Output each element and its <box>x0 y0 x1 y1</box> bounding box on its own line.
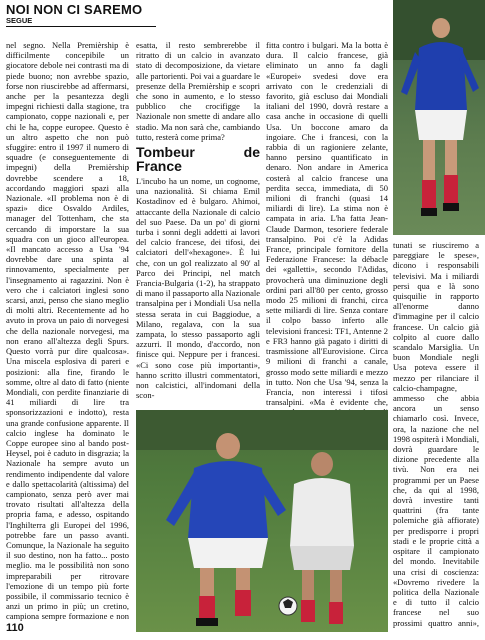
article-column-2 <box>136 40 260 406</box>
article-subhead: Tombeur de France <box>136 144 260 175</box>
page-number: 110 <box>6 622 24 634</box>
photo-player-running <box>393 0 485 235</box>
column-4-text: tunati se riusciremo a pareggiare le spese», dicono i responsabili televisivi. Ma i miliardi persi qua e là sono quisquilie in rapporto all'enorme danno d'immagine per il calcio francese. Un calcio già colpito al cuore dallo scandalo Marsiglia. Un buon Mondiale negli Usa poteva essere il mezzo per rilanciare il calcio-champagne, ammesso che abbia ancora un senso chiamarlo così. Invece, ora, la nazione che nel 1998 ospiterà i Mondiali, dovrà guardare le dizione precedente alla tivù. Non era nei programmi per un Paese che, da qui al 1998, dovrà investire tanti quattrini (fra tante polemiche già affiorate) per predisporre i propri stadi e le proprie città a ospitare il campionato del mondo. Inevitabile una crisi di coscienza: «Dovremo rivedere la politica della Nazionale e di tutto il calcio francese nel suo prossimi quattro anni», <box>393 240 479 628</box>
column-3-text: fitta contro i bulgari. Ma la botta è dura. Il calcio francese, già eliminato un anno fa dagli «Europei» svedesi dove era arrivato con le credenziali di favorito, già escluso dai Mondiali italiani del 1990, dovrà restare a casa anche in occasione di quelli Usa. Un boccone amaro da ingoiare. Che i francesi, con la rabbia di un ragioniere zelante, hanno persino quantificato in denaro. Non andare in America costerà al calcio francese una perdita secca, immediata, di 50 milioni di franchi (quasi 14 miliardi di lire). La stima non è campata in aria. L'ha fatta Jean-Claude Darmon, tesoriere federale transalpino. Poi c'è la Adidas France, principale fornitore della Federazione Francese: la débacle dei «galletti», secondo l'Adidas, provocherà una diminuzione degli ordini pari all'80 per cento, grosso modo 25 milioni di franchi, circa sette miliardi di lire. Senza contare il colpo basso inferto alle televisioni francesi: TF1, Antenne 2 e FR3 hanno già pagato i diritti di trasmissione all'Eurovisione. Circa 9 milioni di franchi a canale, grosso modo sette miliardi e mezzo in tutto. Non che Usa '94, senza la Francia, non interessi i tifosi transalpini. «Ma è evidente che, <box>266 40 388 408</box>
section-header <box>6 3 156 27</box>
column-2-body: L'incubo ha un nome, un cognome, una nazionalità. Si chiama Emil Kostadinov ed è bulgaro. Ahimoi, attaccante della Nazionale di calcio del suo Paese. Da un po' di giorni turba i sonni degli addetti ai lavori del calcio francese, dei tifosi, dei calciatori dell'«hexagone». È lui che, con un gol realizzato al 90' al Parco dei Principi, nel match Francia-Bulgaria (1-2), ha strappato di mano il passaporto alla Nazionale transalpina per i Mondiali Usa nella stessa serata in cui Baggiodue, a Milano, regalava, con la sua zampata, lo stesso passaporto agli azzurri. Il mondo, d'accordo, non finisce qui. Neppure per i francesi. «Ci sono cose più importanti», hanno scritto illustri commentatori, non calcistici, all'indomani della scon- <box>136 176 260 401</box>
article-column-4 <box>393 240 479 628</box>
article-column-1 <box>6 40 129 623</box>
column-2-text: esatta, il resto sembrerebbe il ritratto di un calcio in avanzato stato di decomposizione, da vietare alle partorienti. Poi vai a guardare le presenze della Premièrship e scopri che sono in aumento, e lo stesso pubblico che crocifigge la Nazionale non smette di andare allo stadio. Ma non sarà che, cambiando tutto, resterà come prima? <box>136 40 260 142</box>
photo-player-running-illustration <box>393 0 485 235</box>
section-subtitle: SEGUE <box>6 16 156 27</box>
photo-match-action <box>136 410 388 632</box>
section-title: NOI NON CI SAREMO <box>6 2 143 17</box>
column-1-text: nel segno. Nella Premièrship è difficilmente concepibile un giocatore debole nei contrasti ma di piede buono; non avrebbe spazio, forse non riuscirebbe ad affermarsi, anche per la pesantezza degli impegni richiesti dalla stagione, tra campionato, coppe nazionali e, per chi le ha, coppe europee. Questo è un altro aspetto che non può sfuggire: entro il 1997 il numero di squadre (e conseguentemente di impegni) della Premièrship dovrebbe scendere a 18, accordando maggiori spazi alla Nazionale. «Il problema non è di spazi» dice Osvaldo Ardiles, manager del Tottenham, che sta cercando di imporstare la sua squadra con un gioco all'europea. «Il mancato accesso a Usa '94 dovrebbe dare una spinta al rinnovamento, specialmente per l'insegnamento ai ragazzini. Non è vero che i calciatori inglesi sono scarsi, anzi, penso che siano meglio di molti altri. Recentemente ad ho avuto in prova un paio di norvegesi che della nazionale norvegesi, ma non erano all'altezza degli Spurs. Questo vorrà pur dire qualcosa». Una miscela esplosiva di pareri e posizioni: alla fine, firando le somme, oltre al dato di fatto (niente Mondiali, con perdite finanziarie di 41 miliardi di lire tra sponsorizzazioni e indotto), resta una grande confusione apparente. Il calcio inglese ha dominato le Coppe europee sino al bando post-Heysel, poi è caduto in disgrazia; la Nazionale ha sempre avuto un rendimento indipendente dal valore e dallo spettacolarità (altissima) del campionato, senza però aver mai trovato risultati all'altezza della propria fama, e adesso, ospitando l'Inghilterra gli Europei del 1996, potrebbe fare un passo avanti. Comunque, la Nazionale ha seguito il suo destino, non ha fatto... posto meglio. ma le possibilità non sono impreparabili per ritrovare l'emozione di un tempo più forte possibile, il commissario tecnico è anzi un primo in più; un cretino, campiona sempre formazione e non <box>6 40 129 622</box>
photo-match-action-illustration <box>136 410 388 632</box>
